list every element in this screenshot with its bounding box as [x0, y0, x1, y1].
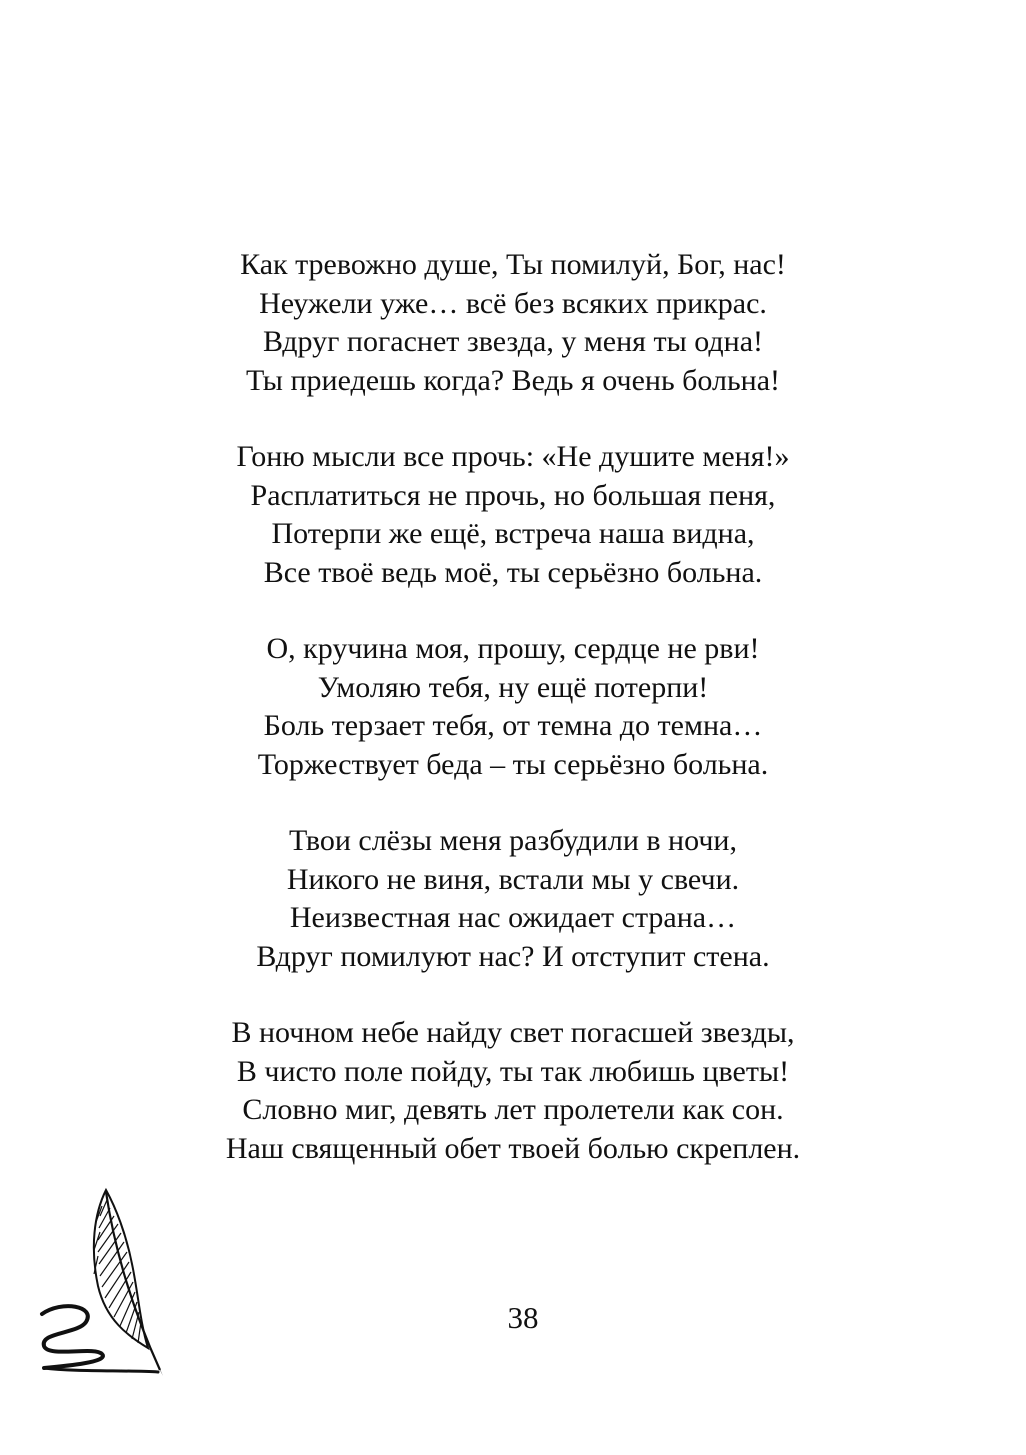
- poem-line: Неизвестная нас ожидает страна…: [289, 901, 737, 934]
- poem-line: Умоляю тебя, ну ещё потерпи!: [317, 670, 709, 704]
- stanza-3: [0, 630, 1026, 784]
- poem-line: В чисто поле пойду, ты так любишь цветы!: [236, 1054, 790, 1088]
- poem-line: Вдруг помилуют нас? И отступит стена.: [256, 939, 770, 973]
- poem-line: Никого не виня, встали мы у свечи.: [286, 862, 740, 896]
- poem-line: Боль терзает тебя, от темна до темна…: [263, 709, 763, 742]
- poem-line: Вдруг погаснет звезда, у меня ты одна!: [263, 325, 763, 358]
- poem-line: Потерпи же ещё, встреча наша видна,: [271, 517, 755, 550]
- stanza-4: [0, 822, 1026, 976]
- poem-line: Как тревожно душе, Ты помилуй, Бог, нас!: [240, 248, 786, 281]
- stanza-2: [0, 438, 1026, 592]
- poem-line: Все твоё ведь моё, ты серьёзно больна.: [263, 555, 763, 589]
- poem-line: Расплатиться не прочь, но большая пеня,: [250, 478, 776, 512]
- quill-pen-icon: [36, 1186, 176, 1378]
- poem-line: Неужели уже… всё без всяких прикрас.: [259, 286, 767, 320]
- poem-line: О, кручина моя, прошу, сердце не рви!: [266, 632, 760, 665]
- stanza-1: [0, 246, 1026, 400]
- poem: [0, 246, 1026, 1206]
- poem-line: Словно миг, девять лет пролетели как сон.: [242, 1093, 784, 1126]
- poem-line: Гоню мысли все прочь: «Не душите меня!»: [236, 440, 790, 473]
- poem-line: Торжествует беда – ты серьёзно больна.: [257, 747, 769, 781]
- poem-line: Наш священный обет твоей болью скреплен.: [225, 1131, 801, 1165]
- stanza-5: [0, 1014, 1026, 1168]
- poem-line: Ты приедешь когда? Ведь я очень больна!: [245, 363, 781, 397]
- poem-line: В ночном небе найду свет погасшей звезды,: [231, 1016, 795, 1049]
- page-number: 38: [507, 1300, 539, 1335]
- poem-line: Твои слёзы меня разбудили в ночи,: [289, 824, 737, 857]
